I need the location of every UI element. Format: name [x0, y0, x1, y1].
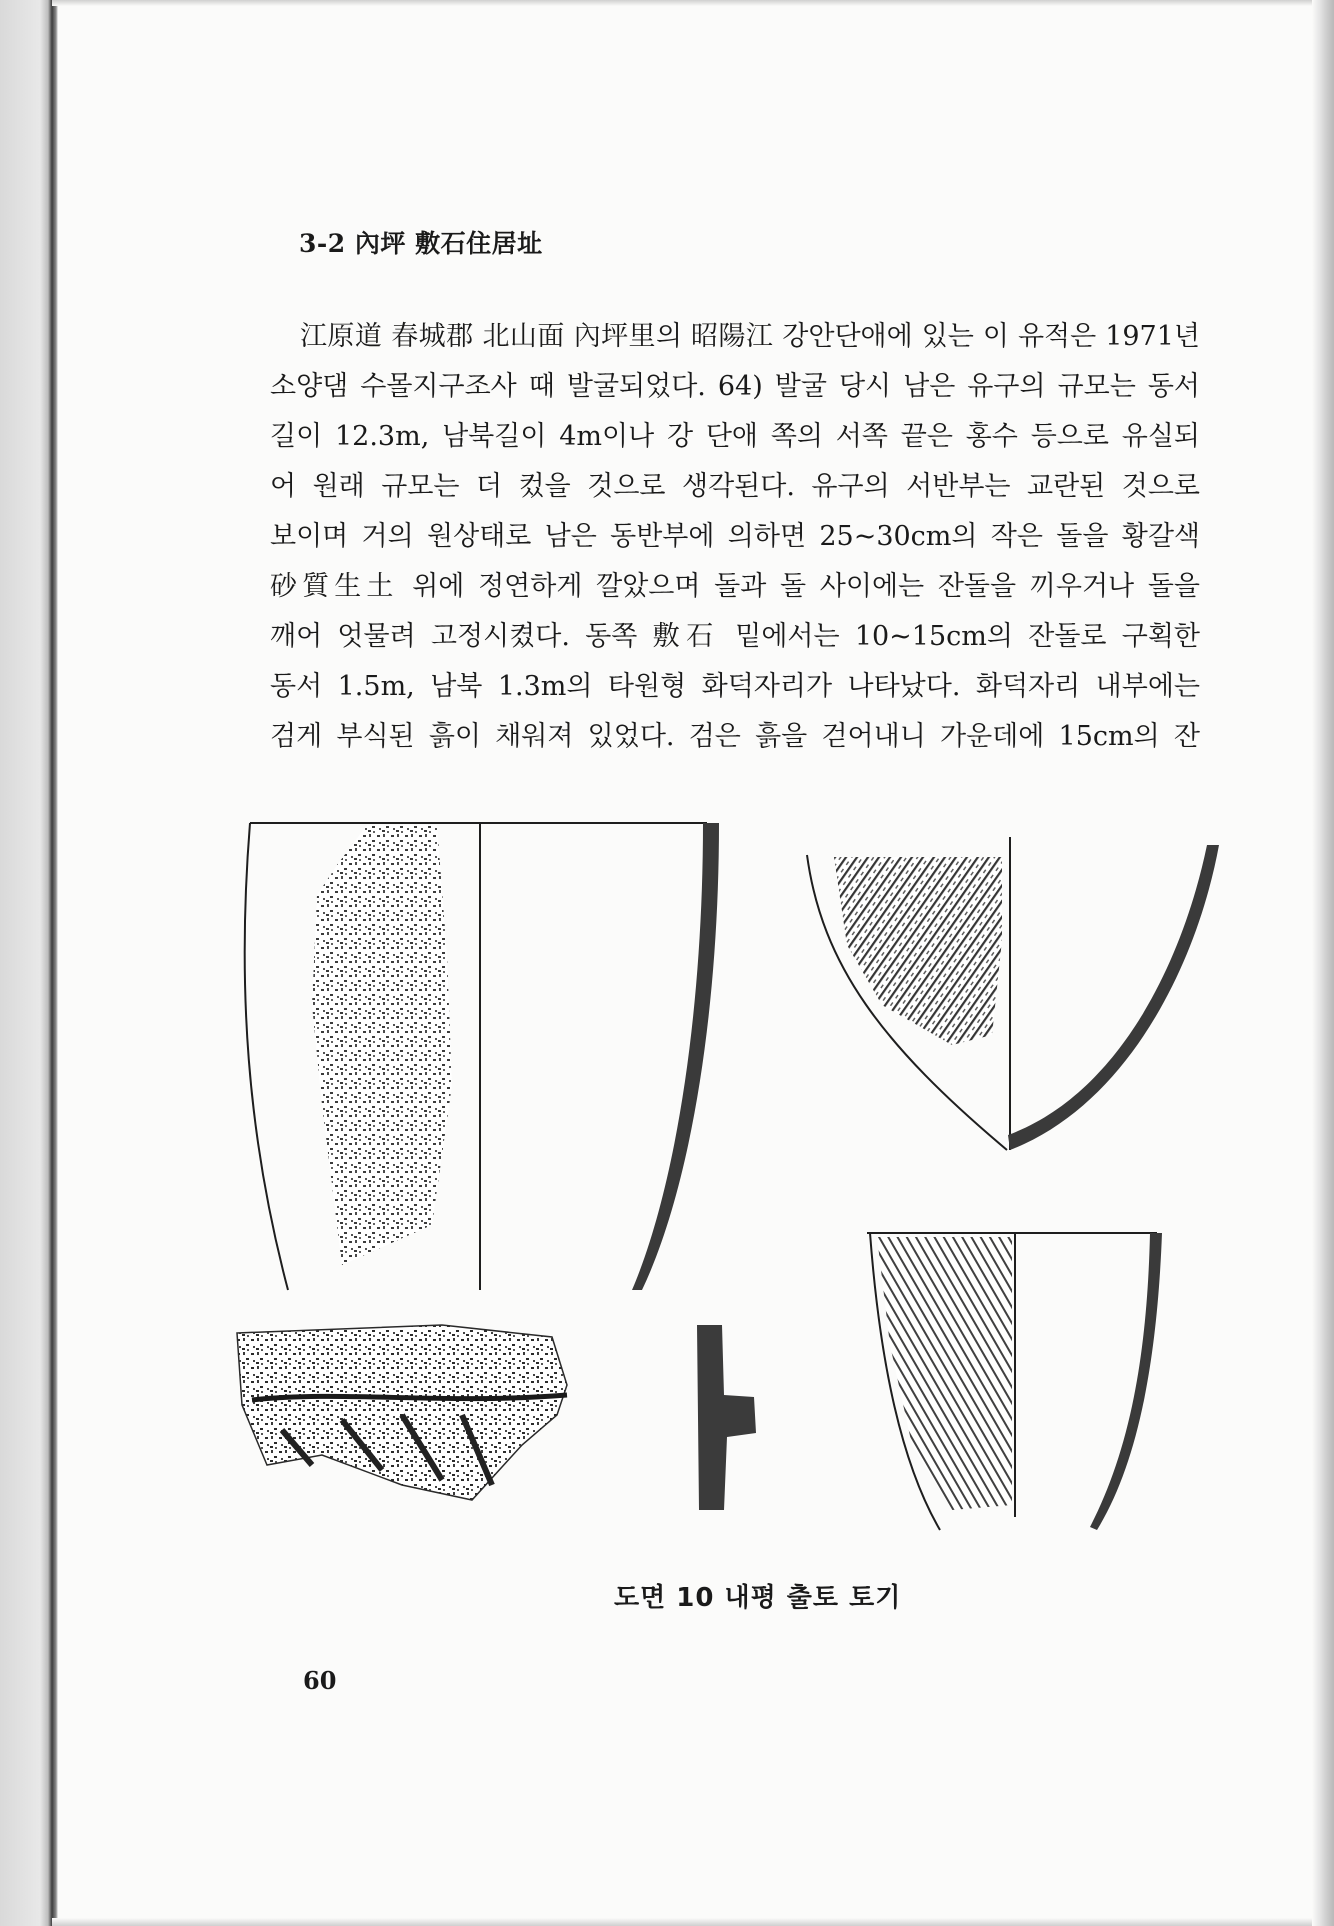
- pottery-drawings-figure: [222, 805, 1222, 1550]
- profile-lug-drawing: [697, 1325, 756, 1510]
- body-line: 소양댐 수몰지구조사 때 발굴되었다. 64) 발굴 당시 남은 유구의 규모는 동서: [270, 371, 1200, 402]
- body-line: 어 원래 규모는 더 컸을 것으로 생각된다. 유구의 서반부는 교란된 것으로: [270, 471, 1200, 502]
- body-line: 검게 부식된 흙이 채워져 있었다. 검은 흙을 걷어내니 가운데에 15cm의 잔: [270, 721, 1200, 752]
- body-line: 동서 1.5m, 남북 1.3m의 타원형 화덕자리가 나타났다. 화덕자리 내부에는: [270, 671, 1200, 702]
- body-line: 江原道 春城郡 北山面 內坪里의 昭陽江 강안단애에 있는 이 유적은 1971년: [300, 321, 1200, 352]
- section-heading: 3-2 內坪 敷石住居址: [299, 229, 543, 258]
- body-line: 보이며 거의 원상태로 남은 동반부에 의하면 25~30cm의 작은 돌을 황갈색: [270, 521, 1200, 552]
- vessel-drawing-sherd: [867, 1233, 1162, 1530]
- page-edge-shadow: [1312, 0, 1334, 1926]
- page-number: 60: [303, 1666, 337, 1695]
- body-line: 길이 12.3m, 남북길이 4m이나 강 단애 쪽의 서쪽 끝은 홍수 등으로 유실되: [270, 421, 1200, 452]
- book-spine-shadow: [0, 0, 58, 1926]
- body-line: 깨어 엇물려 고정시켰다. 동쪽 敷石 밑에서는 10~15cm의 잔돌로 구획한: [270, 621, 1200, 652]
- vessel-drawing-pointed: [807, 837, 1219, 1150]
- vessel-drawing-large: [245, 823, 719, 1290]
- sherd-fragment-drawing: [237, 1325, 567, 1500]
- page-bottom-edge: [52, 1918, 1312, 1926]
- figure-caption: 도면 10 내평 출토 토기: [614, 1583, 902, 1613]
- body-paragraph: [270, 312, 1200, 762]
- body-line: 砂質生土 위에 정연하게 깔았으며 돌과 돌 사이에는 잔돌을 끼우거나 돌을: [270, 571, 1200, 602]
- page-top-edge: [52, 0, 1312, 6]
